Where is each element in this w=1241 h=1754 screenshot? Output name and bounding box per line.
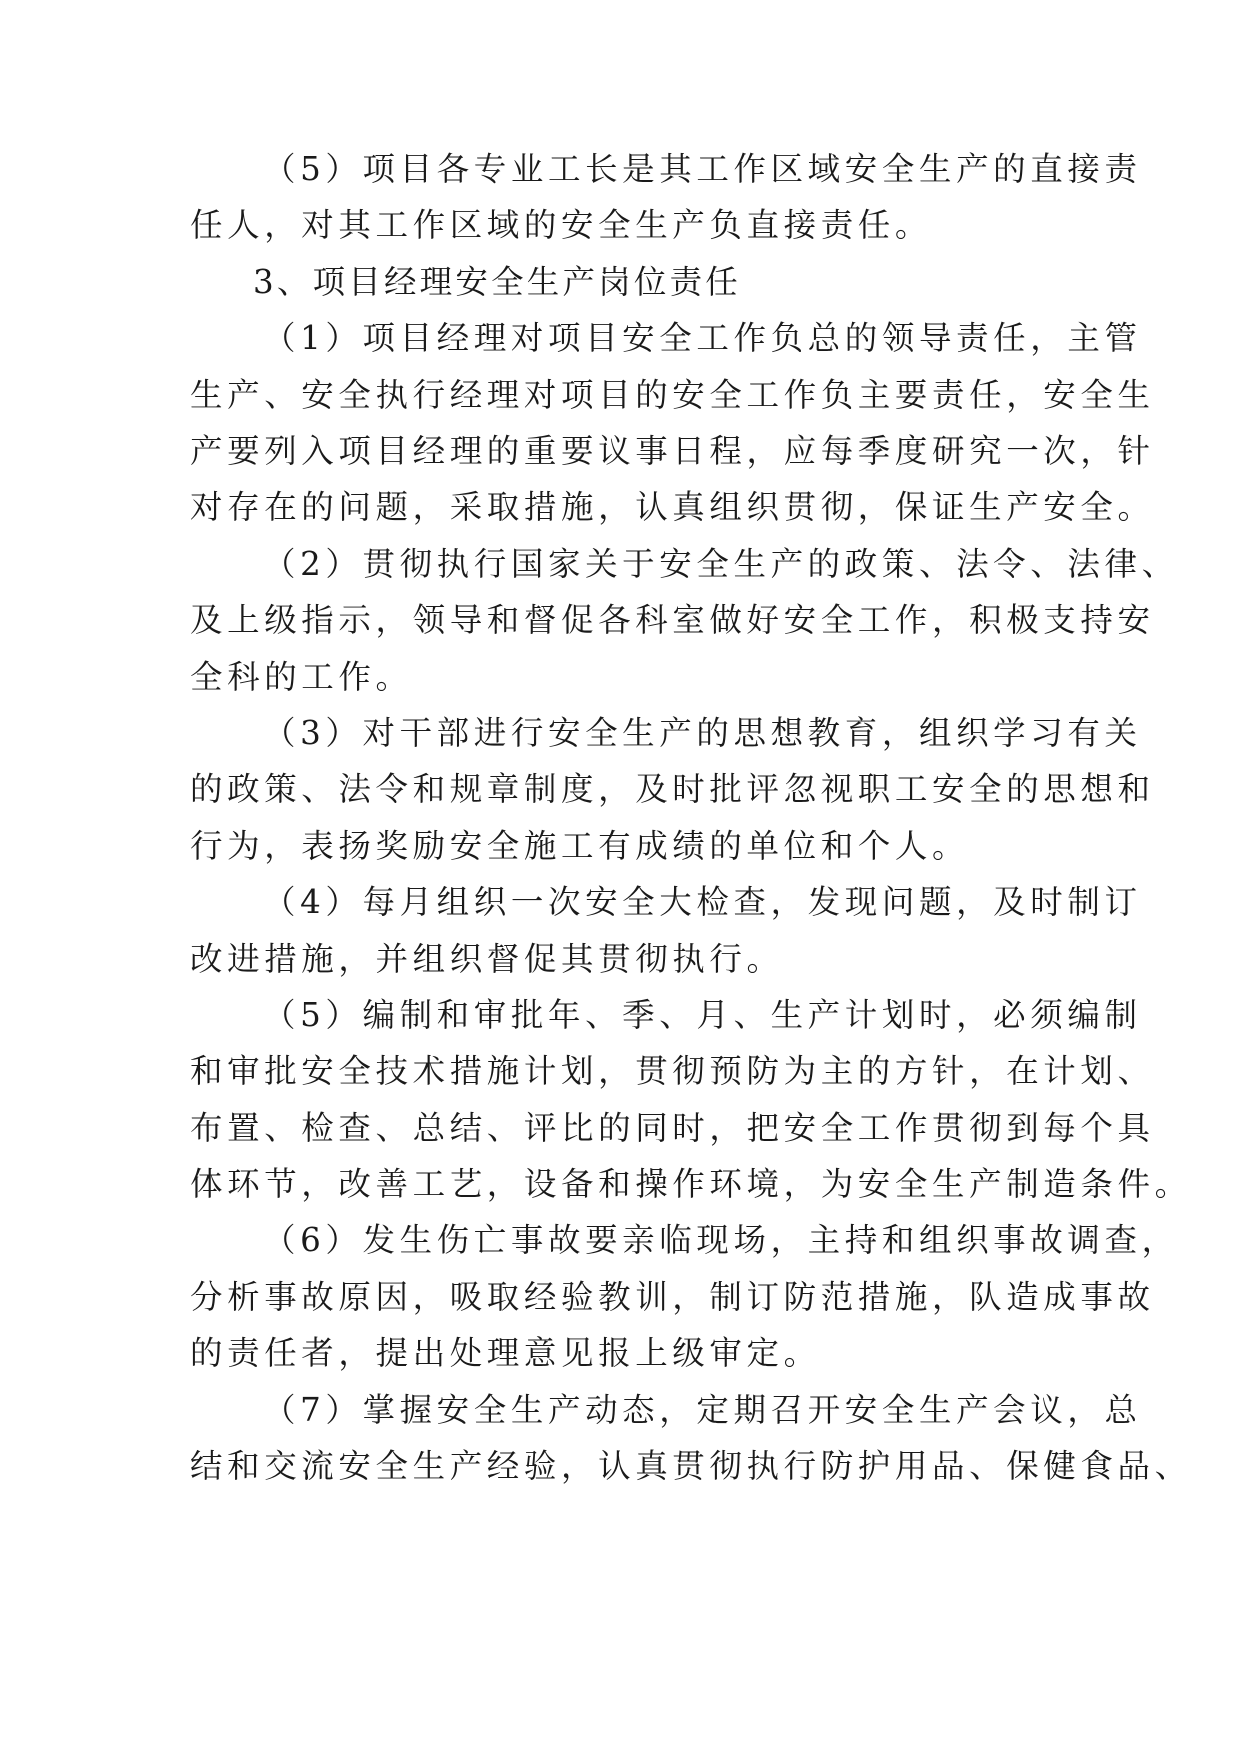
text-line: 全科的工作。: [190, 658, 413, 696]
text-line: 布置、检查、总结、评比的同时，把安全工作贯彻到每个具: [190, 1109, 1155, 1147]
text-line: 的政策、法令和规章制度，及时批评忽视职工安全的思想和: [190, 770, 1155, 808]
text-line: 改进措施，并组织督促其贯彻执行。: [190, 940, 784, 978]
text-line: （3）对干部进行安全生产的思想教育，组织学习有关: [263, 714, 1142, 752]
text-line: （1）项目经理对项目安全工作负总的领导责任，主管: [263, 319, 1142, 357]
text-line: 产要列入项目经理的重要议事日程，应每季度研究一次，针: [190, 432, 1155, 470]
text-line: 结和交流安全生产经验，认真贯彻执行防护用品、保健食品、: [190, 1447, 1192, 1485]
text-line: （5）编制和审批年、季、月、生产计划时，必须编制: [263, 996, 1142, 1034]
text-line: 任人，对其工作区域的安全生产负直接责任。: [190, 206, 933, 244]
text-line: 和审批安全技术措施计划，贯彻预防为主的方针，在计划、: [190, 1052, 1155, 1090]
text-line: （7）掌握安全生产动态，定期召开安全生产会议，总: [263, 1391, 1142, 1429]
text-line: 的责任者，提出处理意见报上级审定。: [190, 1334, 821, 1372]
text-line: 行为，表扬奖励安全施工有成绩的单位和个人。: [190, 827, 970, 865]
text-line: 对存在的问题，采取措施，认真组织贯彻，保证生产安全。: [190, 488, 1155, 526]
text-line: 及上级指示，领导和督促各科室做好安全工作，积极支持安: [190, 601, 1155, 639]
text-line: （2）贯彻执行国家关于安全生产的政策、法令、法律、: [263, 545, 1179, 583]
section-heading: 3、项目经理安全生产岗位责任: [253, 263, 741, 301]
text-line: 体环节，改善工艺，设备和操作环境，为安全生产制造条件。: [190, 1165, 1192, 1203]
text-line: （6）发生伤亡事故要亲临现场，主持和组织事故调查，: [263, 1221, 1179, 1259]
text-line: （4）每月组织一次安全大检查，发现问题，及时制订: [263, 883, 1142, 921]
text-line: （5）项目各专业工长是其工作区域安全生产的直接责: [263, 150, 1142, 188]
text-line: 分析事故原因，吸取经验教训，制订防范措施，队造成事故: [190, 1278, 1155, 1316]
text-line: 生产、安全执行经理对项目的安全工作负主要责任，安全生: [190, 376, 1155, 414]
